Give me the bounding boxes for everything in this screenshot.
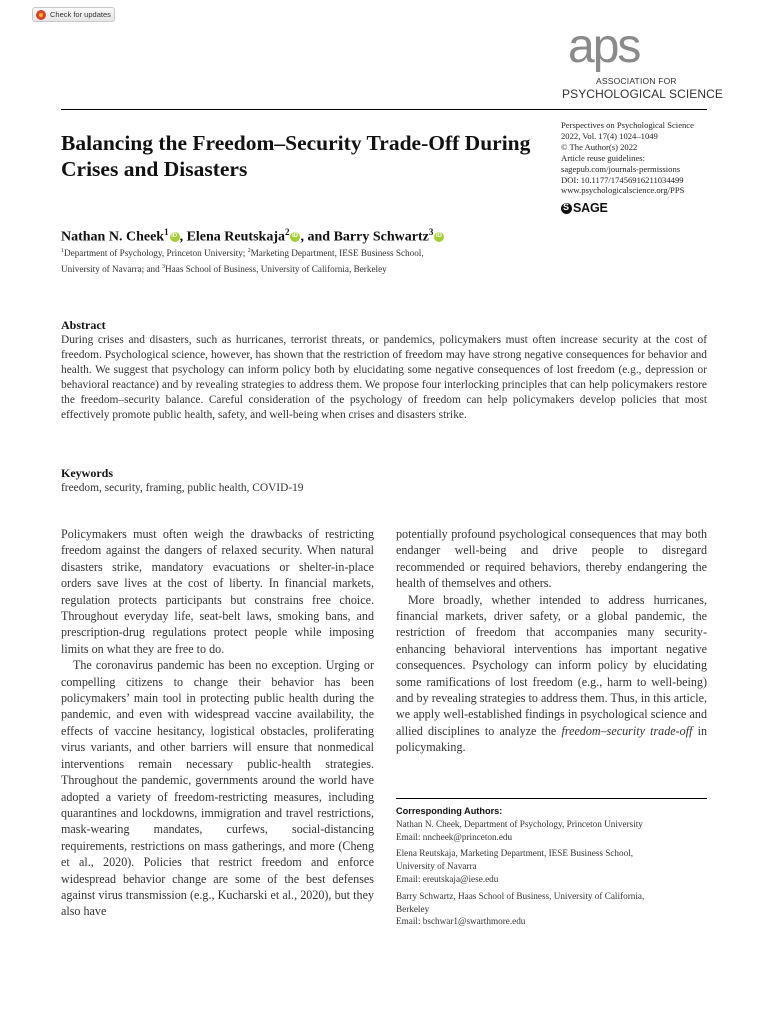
body-text: More broadly, whether intended to address hurricanes, financial markets, driver safety, or a global pandemic, the restriction of freedom that accompanies many security-enhancing behavioral interventions has important negative consequences. Psychology can inform policy by elucidating some ramifications of lost freedom (e.g., harm to well-being) and by revealing strategies to address them. Thus, in this article, we apply well-established findings in psychological science and allied disciplines to analyze the [396, 592, 707, 738]
corr-email[interactable]: Email: nncheek@princeton.edu [396, 831, 513, 842]
body-column-right [396, 526, 707, 756]
body-paragraph [396, 592, 707, 756]
keywords-heading: Keywords [61, 466, 113, 480]
affil-1: Department of Psychology, Princeton University; [64, 248, 248, 259]
affil-3: Haas School of Business, University of California, Berkeley [165, 263, 387, 274]
corresponding-authors [396, 805, 707, 928]
copyright: © The Author(s) 2022 [561, 141, 638, 152]
article-title: Balancing the Freedom–Security Trade-Off During Crises and Disasters [61, 131, 531, 181]
author-separator: , [179, 229, 187, 245]
author-name: Nathan N. Cheek [61, 229, 165, 245]
corr-email[interactable]: Email: ereutskaja@iese.edu [396, 873, 499, 884]
orcid-icon[interactable] [434, 232, 444, 242]
corr-line: University of Navarra [396, 861, 477, 872]
corresponding-block [396, 847, 707, 885]
logo-line1: ASSOCIATION FOR [596, 76, 677, 86]
affil-2: Marketing Department, IESE Business School, [250, 248, 424, 259]
body-paragraph: Policymakers must often weigh the drawbacks of restricting freedom against the dangers of relaxed security. When natural disasters strike, mandatory evacuations or shelter-in-place orders save lives at the cost of liberty. In financial markets, regulation protects participants but constrains free choice. Throughout everyday life, seat-belt laws, smoking bans, and prescription-drug regulations protect people while imposing limits on what they are free to do. [61, 527, 374, 656]
permissions-link[interactable]: sagepub.com/journals-permissions [561, 163, 681, 174]
sage-logo [561, 201, 608, 215]
author-name: Elena Reutskaja [186, 229, 285, 245]
corr-line: Berkeley [396, 903, 430, 914]
abstract-heading: Abstract [61, 318, 106, 332]
corr-email[interactable]: Email: bschwar1@swarthmore.edu [396, 916, 526, 927]
corr-line: Barry Schwartz, Haas School of Business, University of California, [396, 890, 645, 901]
aps-logo-text: aps [568, 26, 640, 73]
abstract-text: During crises and disasters, such as hurricanes, terrorist threats, or pandemics, policymakers must often increase security at the cost of freedom. Psychological science, however, has shown that the restriction of freedom may have strong negative consequences for behavior and health. We suggest that psychology can inform policy both by elucidating some negative consequences of lost freedom (e.g., depression or behavioral reactance) and by revealing strategies to address them. We propose four interlocking principles that can help policymakers restore the freedom–security balance. Careful consideration of the psychology of freedom can help policymakers develop policies that most effectively promote public health, safety, and well-being when crises and disasters strike. [61, 334, 707, 422]
affil-sup: 2 [247, 248, 251, 254]
body-paragraph: potentially profound psychological consequences that may both endanger well-being and drive people to disregard recommended or required behaviors, thereby endangering the health of themselves and others. [396, 527, 707, 591]
body-column-left [61, 526, 374, 920]
check-for-updates-label: Check for updates [50, 10, 111, 19]
logo-line2: PSYCHOLOGICAL SCIENCE [562, 87, 724, 101]
author-sup: 2 [284, 227, 290, 237]
corr-line: Nathan N. Cheek, Department of Psychology, Princeton University [396, 818, 643, 829]
journal-info [561, 120, 751, 196]
body-emphasis: freedom–security trade-off [561, 723, 693, 738]
corr-line: Elena Reutskaja, Marketing Department, IESE Business School, [396, 848, 634, 859]
aps-logo [568, 26, 660, 76]
author-sup: 3 [428, 227, 434, 237]
publisher-name: SAGE [573, 201, 608, 215]
header-divider [61, 109, 707, 110]
corresponding-divider [396, 798, 707, 799]
body-paragraph: The coronavirus pandemic has been no exception. Urging or compelling citizens to change their behavior has been policymakers’ main tool in protecting public health during the pandemic, and even with widespread vaccine availability, the effects of vaccine hesitancy, logistical obstacles, proliferating virus variants, and other barriers will ensure that nonmedical interventions remain necessary public-health strategies. Throughout the pandemic, governments around the world have adopted a variety of freedom-restricting measures, including quarantines and lockdowns, immigration and travel restrictions, mask-wearing mandates, curfews, social-distancing requirements, restrictions on mass gatherings, and more (Cheng et al., 2020). Policies that restrict freedom and enforce widespread behavior change are some of the best defenses against virus transmission (e.g., Kucharski et al., 2020), but they also have [61, 658, 374, 919]
author-list [61, 227, 444, 246]
orcid-icon[interactable] [290, 232, 300, 242]
author-separator: , and [300, 229, 334, 245]
doi-link[interactable]: DOI: 10.1177/17456916211034499 [561, 174, 684, 185]
corresponding-heading: Corresponding Authors: [396, 806, 503, 816]
corresponding-block [396, 818, 707, 844]
journal-website-link[interactable]: www.psychologicalscience.org/PPS [561, 185, 685, 196]
orcid-icon[interactable] [170, 232, 180, 242]
sage-icon [561, 203, 572, 214]
journal-name: Perspectives on Psychological Science [561, 120, 694, 130]
check-for-updates-button[interactable] [32, 7, 115, 22]
body-text: in policymaking. [396, 723, 707, 755]
reuse-label: Article reuse guidelines: [561, 152, 645, 163]
keywords-text: freedom, security, framing, public health, COVID-19 [61, 482, 304, 494]
affil-sup: 3 [162, 263, 166, 270]
corresponding-block [396, 890, 707, 928]
affil-2-cont: University of Navarra; and [61, 263, 163, 274]
author-sup: 1 [164, 227, 169, 237]
crossmark-icon [36, 10, 46, 20]
affil-sup: 1 [61, 248, 64, 254]
author-name: Barry Schwartz [333, 229, 429, 245]
affiliations [61, 245, 541, 276]
journal-volume: 2022, Vol. 17(4) 1024–1049 [561, 130, 658, 141]
